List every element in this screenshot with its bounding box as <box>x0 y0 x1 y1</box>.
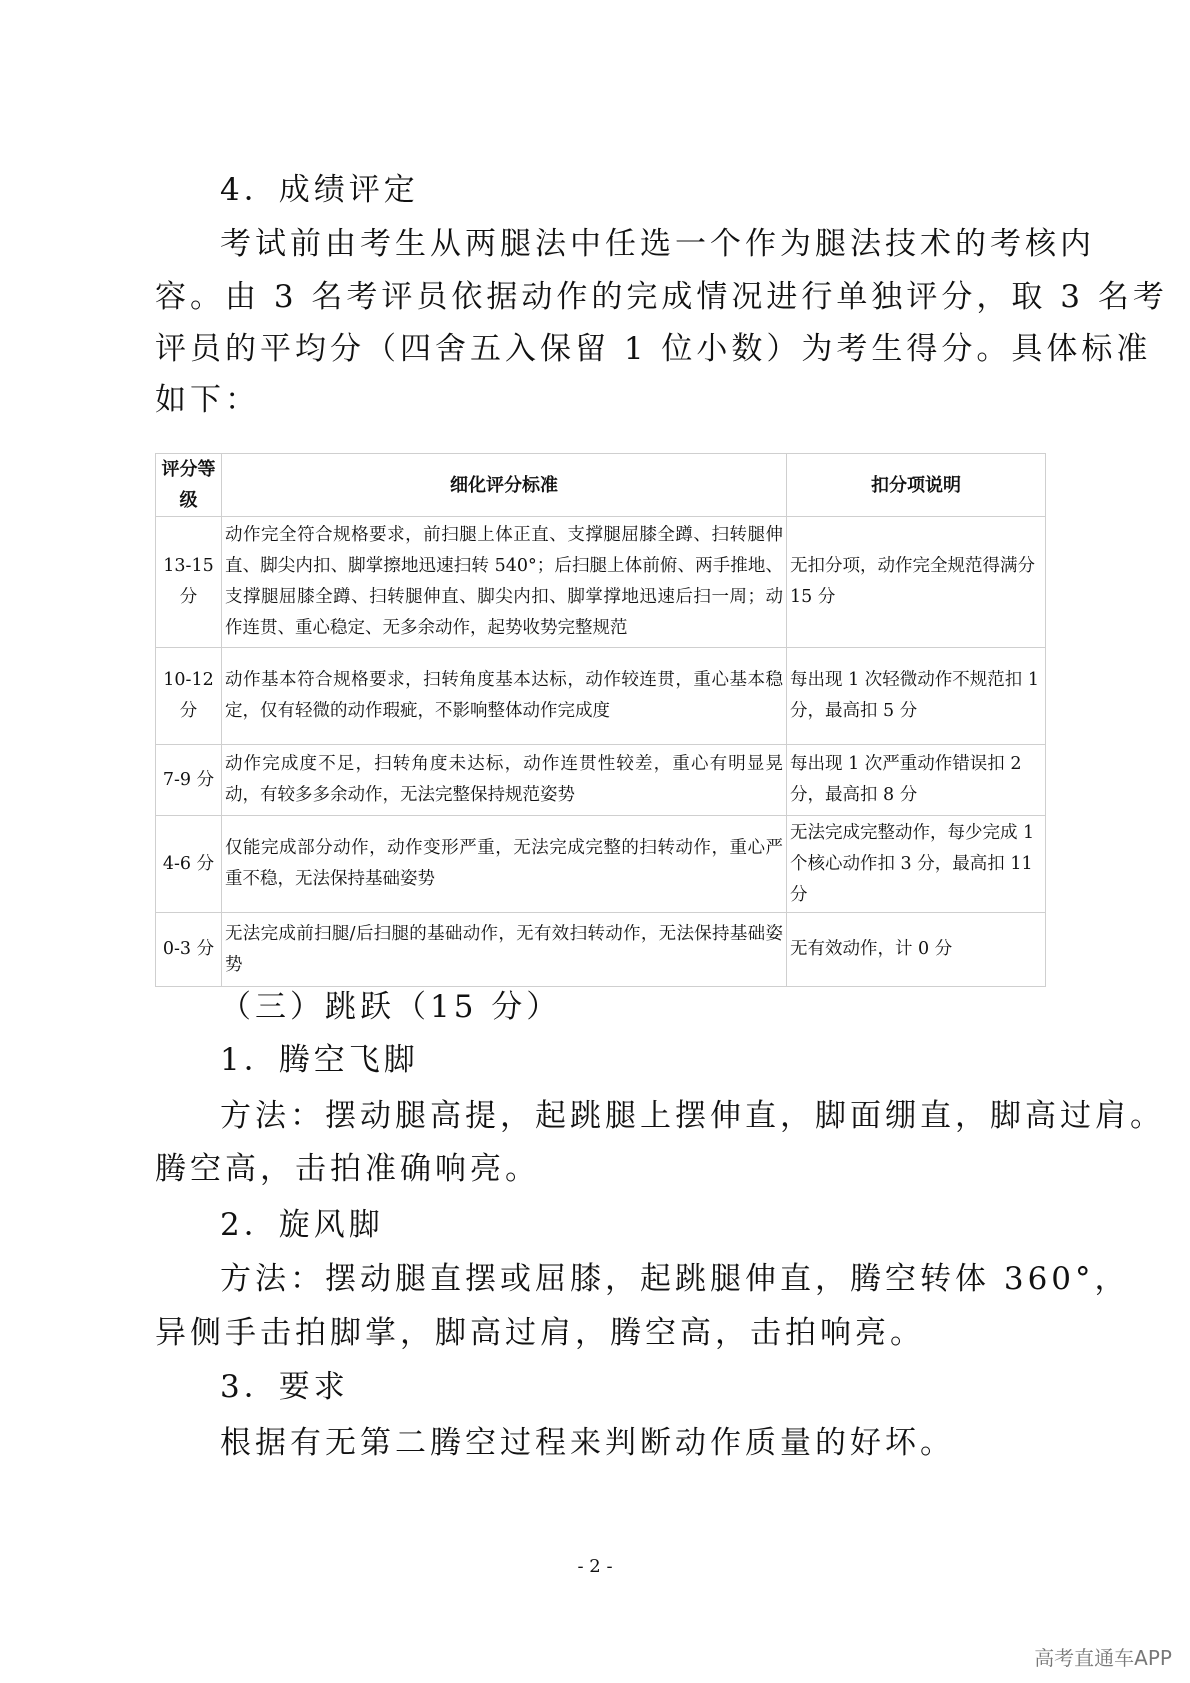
item2-line-1: 方法：摆动腿直摆或屈膝，起跳腿伸直，腾空转体 360°， <box>220 1261 1130 1297</box>
header-standard: 细化评分标准 <box>222 454 787 517</box>
item3-line-1: 根据有无第二腾空过程来判断动作质量的好坏。 <box>220 1425 955 1461</box>
section3-heading: （三）跳跃（15 分） <box>220 989 562 1025</box>
row-level: 13-15 分 <box>156 517 222 648</box>
row-level: 10-12 分 <box>156 648 222 745</box>
row-standard: 动作完全符合规格要求，前扫腿上体正直、支撑腿屈膝全蹲、扫转腿伸直、脚尖内扣、脚掌擦地迅速扫转 540°；后扫腿上体前俯、两手推地、支撑腿屈膝全蹲、扫转腿伸直、脚尖内扣、脚掌撑地迅速后扫一周；动作连贯、重心稳定、无多余动作，起势收势完整规范 <box>222 517 787 648</box>
item2-title: 2．旋风脚 <box>220 1207 384 1243</box>
row-level: 0-3 分 <box>156 913 222 987</box>
table-row <box>156 517 1046 648</box>
scoring-table <box>155 453 1046 987</box>
section4-heading: 4．成绩评定 <box>220 172 419 208</box>
table-row <box>156 913 1046 987</box>
section4-para-line-2: 容。由 3 名考评员依据动作的完成情况进行单独评分，取 3 名考 <box>155 279 1168 315</box>
header-level: 评分等级 <box>156 454 222 517</box>
table-row <box>156 745 1046 816</box>
section4-para-line-3: 评员的平均分（四舍五入保留 1 位小数）为考生得分。具体标准 <box>155 331 1152 367</box>
item2-line-2: 异侧手击拍脚掌，脚高过肩，腾空高，击拍响亮。 <box>155 1315 925 1351</box>
row-level: 4-6 分 <box>156 816 222 913</box>
row-deduction: 每出现 1 次轻微动作不规范扣 1 分，最高扣 5 分 <box>787 648 1046 745</box>
row-standard: 仅能完成部分动作，动作变形严重，无法完成完整的扫转动作，重心严重不稳，无法保持基础姿势 <box>222 816 787 913</box>
row-standard: 无法完成前扫腿/后扫腿的基础动作，无有效扫转动作，无法保持基础姿势 <box>222 913 787 987</box>
row-deduction: 无扣分项，动作完全规范得满分 15 分 <box>787 517 1046 648</box>
table-header-row <box>156 454 1046 517</box>
item1-line-1: 方法：摆动腿高提，起跳腿上摆伸直，脚面绷直，脚高过肩。 <box>220 1098 1165 1134</box>
section4-para-line-1: 考试前由考生从两腿法中任选一个作为腿法技术的考核内 <box>220 226 1095 262</box>
row-deduction: 无有效动作，计 0 分 <box>787 913 1046 987</box>
item1-line-2: 腾空高，击拍准确响亮。 <box>155 1151 540 1187</box>
row-deduction: 每出现 1 次严重动作错误扣 2 分，最高扣 8 分 <box>787 745 1046 816</box>
row-standard: 动作完成度不足，扫转角度未达标，动作连贯性较差，重心有明显晃动，有较多多余动作，无法完整保持规范姿势 <box>222 745 787 816</box>
table-row <box>156 648 1046 745</box>
header-deduction: 扣分项说明 <box>787 454 1046 517</box>
section4-para-line-4: 如下： <box>155 382 260 418</box>
item3-title: 3．要求 <box>220 1369 349 1405</box>
table-row <box>156 816 1046 913</box>
item1-title: 1．腾空飞脚 <box>220 1042 419 1078</box>
row-standard: 动作基本符合规格要求，扫转角度基本达标，动作较连贯，重心基本稳定，仅有轻微的动作瑕疵，不影响整体动作完成度 <box>222 648 787 745</box>
watermark: 高考直通车APP <box>1034 1646 1172 1670</box>
row-level: 7-9 分 <box>156 745 222 816</box>
page-number: - 2 - <box>577 1556 613 1577</box>
row-deduction: 无法完成完整动作，每少完成 1 个核心动作扣 3 分，最高扣 11 分 <box>787 816 1046 913</box>
